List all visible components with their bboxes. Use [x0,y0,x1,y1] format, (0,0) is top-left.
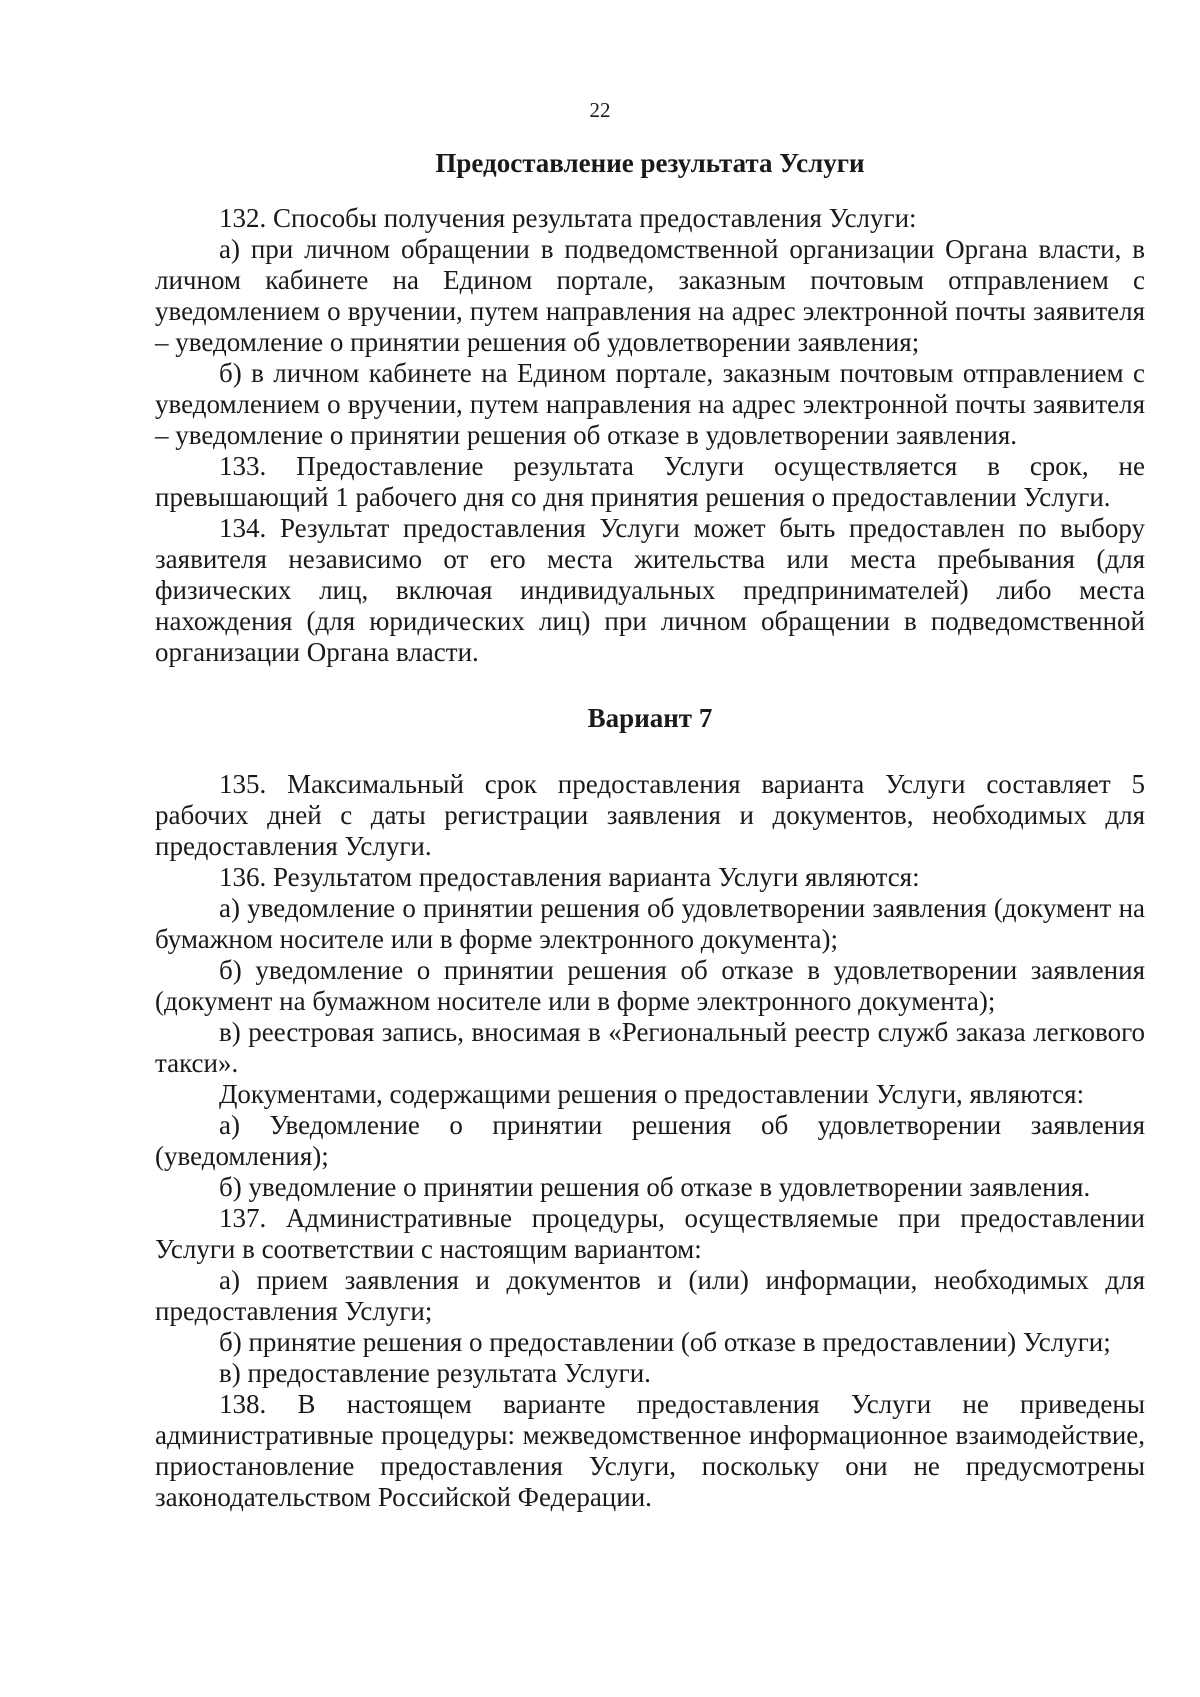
section-result-delivery [155,148,1145,668]
paragraph-136-a: а) уведомление о принятии решения об удовлетворении заявления (документ на бумажном носителе или в форме электронного документа); [155,893,1145,954]
paragraph-137-a: а) прием заявления и документов и (или) информации, необходимых для предоставления Услуги; [155,1265,1145,1326]
paragraph-137-v: в) предоставление результата Услуги. [219,1358,651,1388]
paragraph-135: 135. Максимальный срок предоставления варианта Услуги составляет 5 рабочих дней с даты регистрации заявления и документов, необходимых для предоставления Услуги. [155,769,1145,861]
paragraph-136-b: б) уведомление о принятии решения об отказе в удовлетворении заявления (документ на бумажном носителе или в форме электронного документа); [155,955,1145,1016]
paragraph-137-b: б) принятие решения о предоставлении (об отказе в предоставлении) Услуги; [219,1327,1111,1357]
section-heading: Вариант 7 [587,703,713,733]
paragraph-documents-a: а) Уведомление о принятии решения об удовлетворении заявления (уведомления); [155,1110,1145,1171]
paragraph-134: 134. Результат предоставления Услуги может быть предоставлен по выбору заявителя независимо от его места жительства или места пребывания (для физических лиц, включая индивидуальных предпринимателей) либо места нахождения (для юридических лиц) при личном обращении в подведомственной организации Органа власти. [155,513,1145,667]
section-heading: Предоставление результата Услуги [435,148,865,178]
paragraph-documents-b: б) уведомление о принятии решения об отказе в удовлетворении заявления. [219,1172,1091,1202]
paragraph-136-v: в) реестровая запись, вносимая в «Региональный реестр служб заказа легкового такси». [155,1017,1145,1078]
paragraph-136: 136. Результатом предоставления варианта Услуги являются: [219,862,920,892]
paragraph-132-b: б) в личном кабинете на Едином портале, заказным почтовым отправлением с уведомлением о вручении, путем направления на адрес электронной почты заявителя – уведомление о принятии решения об отказе в удовлетворении заявления. [155,358,1145,450]
paragraph-132-a: а) при личном обращении в подведомственной организации Органа власти, в личном кабинете на Едином портале, заказным почтовым отправлением с уведомлением о вручении, путем направления на адрес электронной почты заявителя – уведомление о принятии решения об удовлетворении заявления; [155,234,1145,357]
page-number: 22 [589,98,611,122]
paragraph-documents-intro: Документами, содержащими решения о предоставлении Услуги, являются: [219,1079,1085,1109]
paragraph-132: 132. Способы получения результата предоставления Услуги: [219,203,917,233]
paragraph-133: 133. Предоставление результата Услуги осуществляется в срок, не превышающий 1 рабочего дня со дня принятия решения о предоставлении Услуги. [155,451,1145,512]
section-variant-7 [155,703,1145,1513]
paragraph-137: 137. Административные процедуры, осуществляемые при предоставлении Услуги в соответствии с настоящим вариантом: [155,1203,1145,1264]
paragraph-138: 138. В настоящем варианте предоставления Услуги не приведены административные процедуры: межведомственное информационное взаимодействие, приостановление предоставления Услуги, поскольку они не предусмотрены законодательством Российской Федерации. [155,1389,1145,1512]
